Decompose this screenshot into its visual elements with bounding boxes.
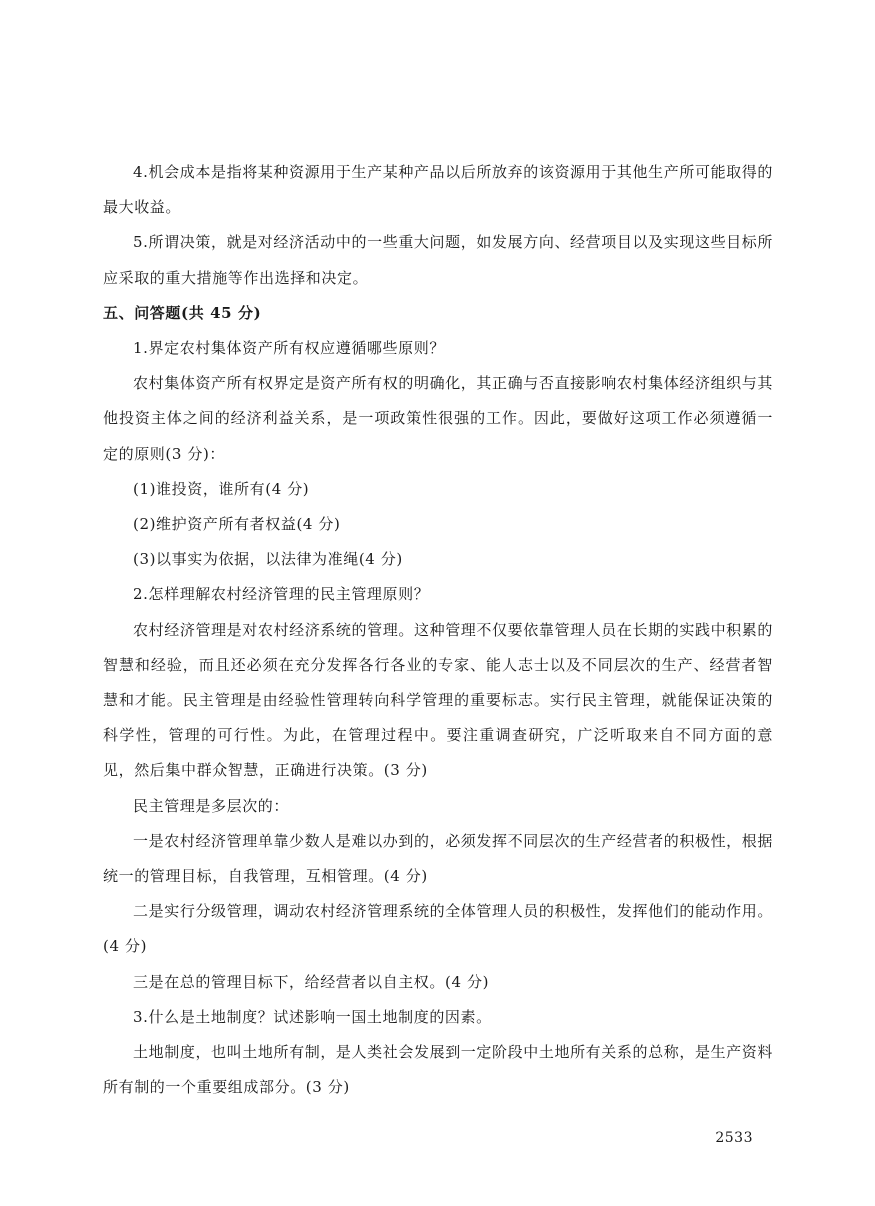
answer-3-intro: 土地制度，也叫土地所有制，是人类社会发展到一定阶段中土地所有关系的总称，是生产资料所有制的一个重要组成部分。(3 分): [103, 1043, 773, 1097]
paragraph-decision-definition: 5.所谓决策，就是对经济活动中的一些重大问题，如发展方向、经营项目以及实现这些目标所应采取的重大措施等作出选择和决定。: [103, 233, 773, 287]
answer-1-point-2: (2)维护资产所有者权益(4 分): [133, 515, 341, 534]
section-heading-qa: 五、问答题(共 45 分): [103, 303, 262, 322]
document-body: [103, 155, 773, 1105]
question-2: 2.怎样理解农村经济管理的民主管理原则？: [133, 585, 430, 604]
answer-2-level-1: 一是农村经济管理单靠少数人是难以办到的，必须发挥不同层次的生产经营者的积极性，根据统一的管理目标，自我管理，互相管理。(4 分): [103, 831, 773, 886]
question-3: 3.什么是土地制度？试述影响一国土地制度的因素。: [133, 1007, 492, 1026]
page-number: 2533: [715, 1130, 753, 1146]
answer-2-intro: 农村经济管理是对农村经济系统的管理。这种管理不仅要依靠管理人员在长期的实践中积累的智慧和经验，而且还必须在充分发挥各行各业的专家、能人志士以及不同层次的生产、经营者智慧和才能。民主管理是由经验性管理转向科学管理的重要标志。实行民主管理，就能保证决策的科学性，管理的可行性。为此，在管理过程中。要注重调查研究，广泛听取来自不同方面的意见，然后集中群众智慧，正确进行决策。(3 分): [103, 620, 773, 780]
answer-1-point-1: (1)谁投资，谁所有(4 分): [133, 479, 310, 498]
answer-2-level-3: 三是在总的管理目标下，给经营者以自主权。(4 分): [133, 972, 490, 991]
answer-1-point-3: (3)以事实为依据，以法律为准绳(4 分): [133, 550, 403, 569]
answer-2-level-2: 二是实行分级管理，调动农村经济管理系统的全体管理人员的积极性，发挥他们的能动作用。(4 分): [103, 902, 773, 956]
answer-1-intro: 农村集体资产所有权界定是资产所有权的明确化，其正确与否直接影响农村集体经济组织与其他投资主体之间的经济利益关系，是一项政策性很强的工作。因此，要做好这项工作必须遵循一定的原则(3 分)：: [103, 374, 773, 463]
question-1: 1.界定农村集体资产所有权应遵循哪些原则？: [133, 339, 445, 358]
answer-2-levels-lead: 民主管理是多层次的：: [133, 796, 290, 815]
paragraph-opportunity-cost: 4.机会成本是指将某种资源用于生产某种产品以后所放弃的该资源用于其他生产所可能取得的最大收益。: [103, 163, 773, 217]
